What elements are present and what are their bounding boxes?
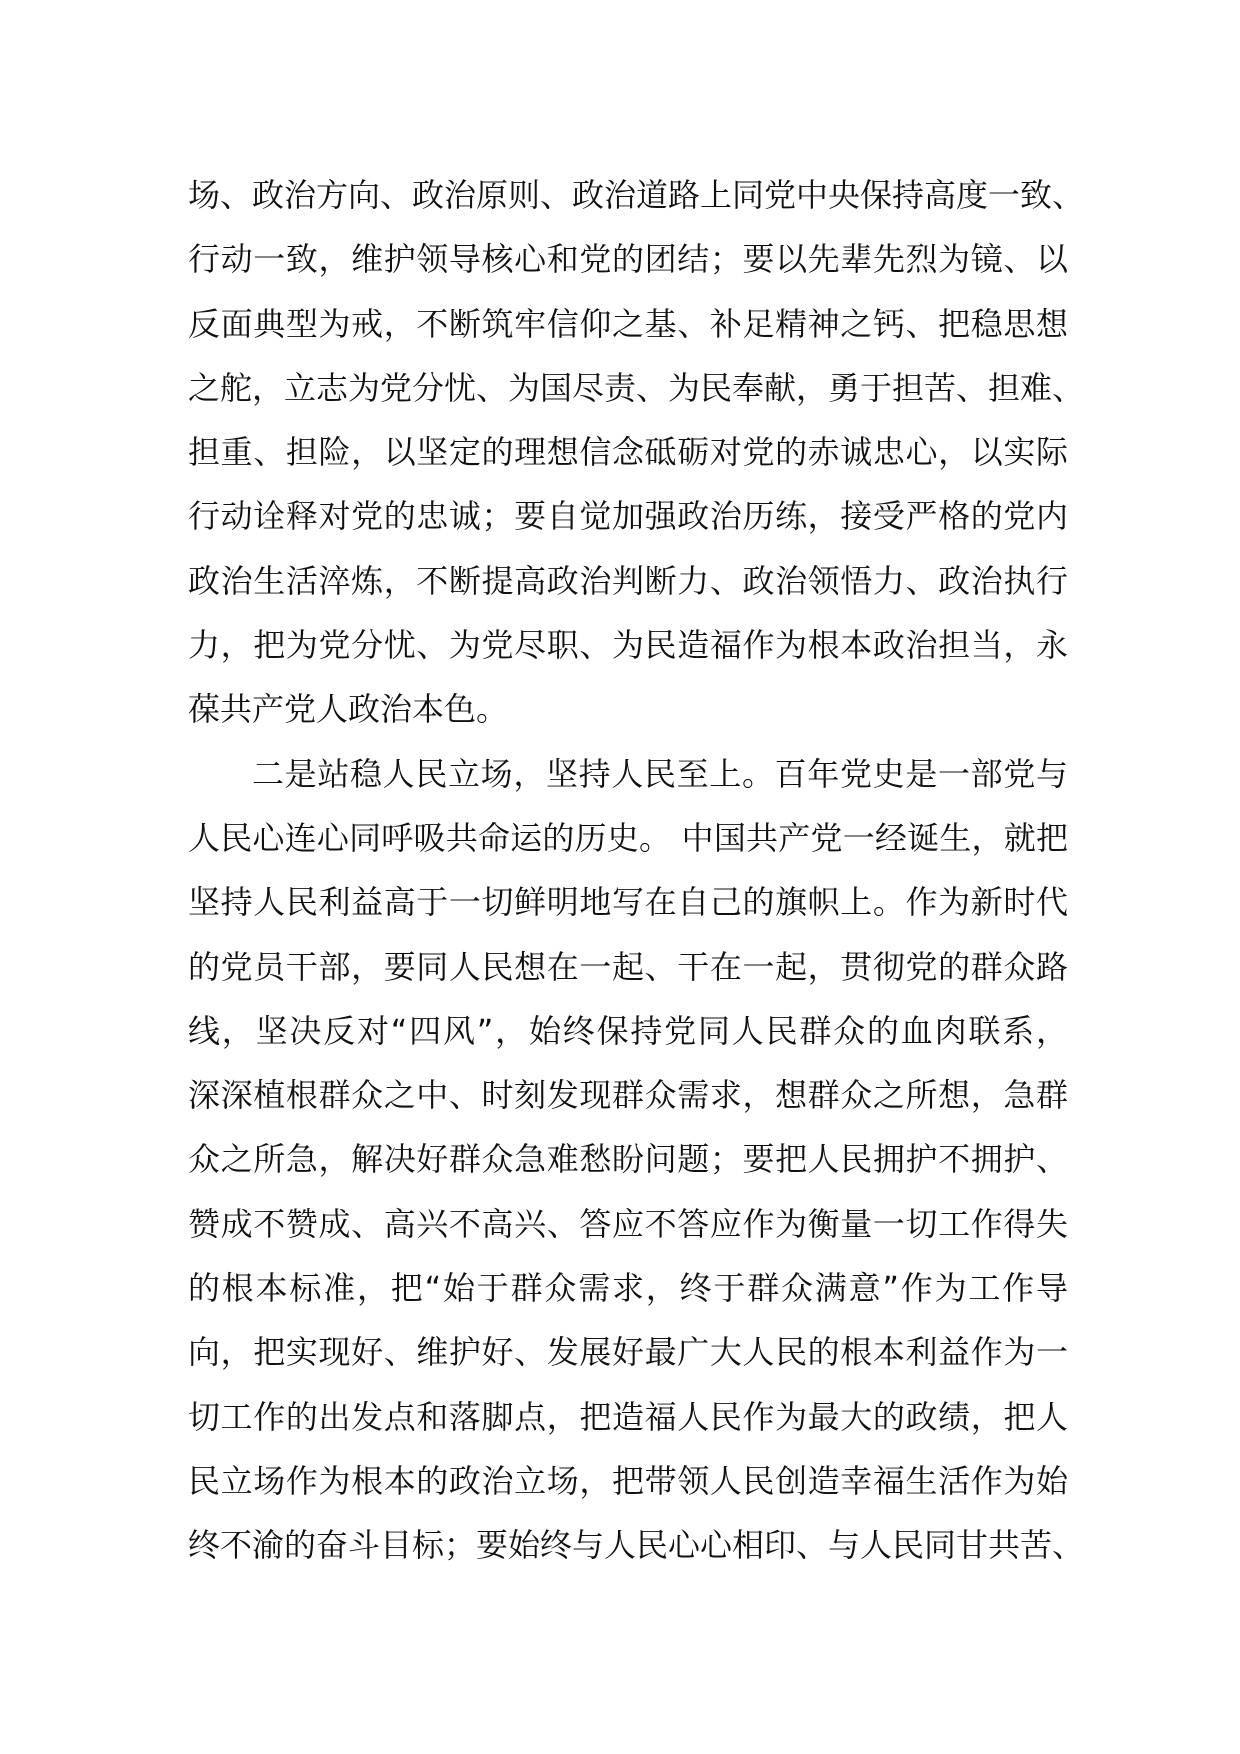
paragraph-2-line-5: 线，坚决反对“四风”，始终保持党同人民群众的血肉联系，: [188, 1011, 1068, 1050]
paragraph-2-line-12: 民立场作为根本的政治立场，把带领人民创造幸福生活作为始: [188, 1461, 1068, 1500]
paragraph-1-line-5: 担重、担险，以坚定的理想信念砥砺对党的赤诚忠心，以实际: [188, 433, 1068, 472]
paragraph-2-line-3: 坚持人民利益高于一切鲜明地写在自己的旗帜上。作为新时代: [188, 883, 1068, 922]
document-body: [188, 163, 1085, 1578]
paragraph-2-line-9: 的根本标准，把“始于群众需求，终于群众满意”作为工作导: [188, 1269, 1068, 1308]
paragraph-1-line-8: 力，把为党分忧、为党尽职、为民造福作为根本政治担当，永: [188, 626, 1068, 665]
paragraph-2-line-6: 深深植根群众之中、时刻发现群众需求，想群众之所想，急群: [188, 1076, 1068, 1115]
paragraph-2-line-1: 二是站稳人民立场，坚持人民至上。百年党史是一部党与: [252, 754, 1068, 793]
paragraph-1-line-1: 场、政治方向、政治原则、政治道路上同党中央保持高度一致、: [188, 176, 1085, 214]
paragraph-1-line-4: 之舵，立志为党分忧、为国尽责、为民奉献，勇于担苦、担难、: [188, 368, 1085, 407]
paragraph-1-line-2: 行动一致，维护领导核心和党的团结；要以先辈先烈为镜、以: [188, 240, 1068, 279]
paragraph-1: [188, 163, 1085, 742]
paragraph-1-line-6: 行动诠释对党的忠诚；要自觉加强政治历练，接受严格的党内: [188, 497, 1068, 536]
paragraph-2-line-2: 人民心连心同呼吸共命运的历史。 中国共产党一经诞生，就把: [188, 818, 1068, 857]
paragraph-1-line-3: 反面典型为戒，不断筑牢信仰之基、补足精神之钙、把稳思想: [188, 304, 1068, 343]
paragraph-2-line-11: 切工作的出发点和落脚点，把造福人民作为最大的政绩，把人: [188, 1397, 1068, 1436]
paragraph-2: [188, 742, 1085, 1578]
paragraph-2-line-10: 向，把实现好、维护好、发展好最广大人民的根本利益作为一: [188, 1333, 1068, 1372]
paragraph-2-line-7: 众之所急，解决好群众急难愁盼问题；要把人民拥护不拥护、: [188, 1140, 1068, 1179]
paragraph-1-line-7: 政治生活淬炼，不断提高政治判断力、政治领悟力、政治执行: [188, 561, 1068, 600]
paragraph-2-line-4: 的党员干部，要同人民想在一起、干在一起，贯彻党的群众路: [188, 947, 1068, 986]
paragraph-1-line-9: 葆共产党人政治本色。: [188, 690, 509, 729]
paragraph-2-line-8: 赞成不赞成、高兴不高兴、答应不答应作为衡量一切工作得失: [188, 1204, 1068, 1243]
paragraph-2-line-13: 终不渝的奋斗目标；要始终与人民心心相印、与人民同甘共苦、: [188, 1526, 1085, 1565]
